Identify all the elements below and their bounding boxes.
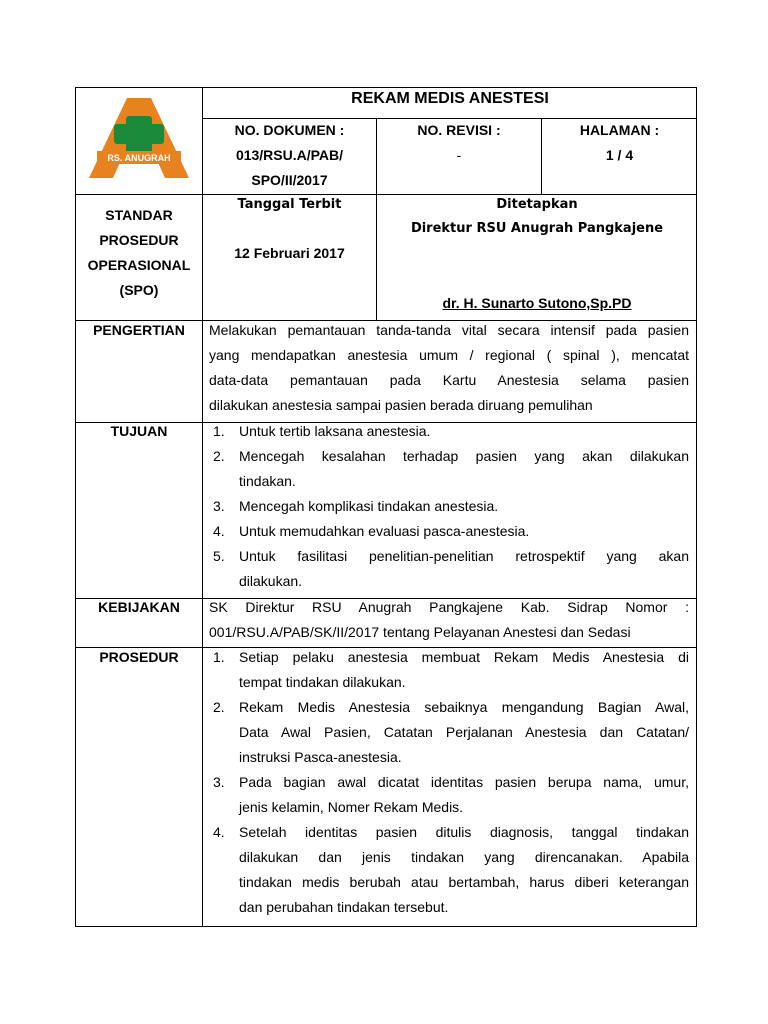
- text-line: data-data pemantauan pada Kartu Anestesia selama pasien: [209, 372, 689, 388]
- signer-name: dr. H. Sunarto Sutono,Sp.PD: [442, 295, 632, 311]
- list-item-number: 5.: [213, 548, 225, 564]
- text-line: Pada bagian awal dicatat identitas pasien berupa nama, umur,: [239, 774, 689, 790]
- text-line: Rekam Medis Anestesia sebaiknya mengandung Bagian Awal,: [239, 699, 689, 715]
- list-item-number: 4.: [213, 523, 225, 539]
- svg-text:RS. ANUGRAH: RS. ANUGRAH: [107, 153, 171, 163]
- text-line: Mencegah kesalahan terhadap pasien yang akan dilakukan: [239, 448, 689, 464]
- list-item-number: 3.: [213, 498, 225, 514]
- text-line: Untuk fasilitasi penelitian-penelitian retrospektif yang akan: [239, 548, 689, 564]
- kebijakan-text: [209, 595, 689, 645]
- no-dokumen-value: SPO/II/2017: [251, 172, 328, 188]
- halaman-value: 1 / 4: [605, 147, 634, 163]
- text-line: Melakukan pemantauan tanda-tanda vital secara intensif pada pasien: [209, 322, 689, 338]
- halaman-label: HALAMAN :: [579, 122, 660, 138]
- text-line: dilakukan dan jenis tindakan yang direncanakan. Apabila: [239, 849, 689, 865]
- text-line: Setelah identitas pasien ditulis diagnosis, tanggal tindakan: [239, 824, 689, 840]
- text-line: tindakan medis berubah atau bertambah, harus diberi keterangan: [239, 874, 689, 890]
- list-item: [239, 544, 689, 594]
- no-dokumen-label: NO. DOKUMEN :: [234, 122, 345, 138]
- text-line: yang mendapatkan anestesia umum / regional ( spinal ), mencatat: [209, 347, 689, 363]
- list-item: [239, 820, 689, 920]
- list-item: [239, 444, 689, 494]
- hospital-logo: [87, 96, 191, 180]
- list-item-number: 2.: [213, 699, 225, 715]
- list-item-number: 1.: [213, 423, 225, 439]
- kebijakan-label: KEBIJAKAN: [98, 599, 180, 615]
- spo-document: [75, 87, 697, 927]
- list-item: [239, 519, 689, 544]
- text-line: Setiap pelaku anestesia membuat Rekam Medis Anestesia di: [239, 649, 689, 665]
- list-item-number: 1.: [213, 649, 225, 665]
- pengertian-label: PENGERTIAN: [93, 322, 185, 338]
- list-item-number: 2.: [213, 448, 225, 464]
- spo-label: OPERASIONAL: [87, 257, 191, 273]
- list-item-number: 4.: [213, 824, 225, 840]
- text-line: 001/RSU.A/PAB/SK/II/2017 tentang Pelayanan Anestesi dan Sedasi: [209, 624, 631, 640]
- list-item: [239, 419, 689, 444]
- spo-label: (SPO): [119, 282, 159, 298]
- page-title: REKAM MEDIS ANESTESI: [351, 90, 549, 107]
- text-line: dan perubahan tindakan tersebut.: [239, 899, 449, 915]
- spo-label: PROSEDUR: [99, 232, 179, 248]
- no-revisi-label: NO. REVISI :: [417, 122, 501, 138]
- list-item: [239, 494, 689, 519]
- text-line: instruksi Pasca-anestesia.: [239, 749, 402, 765]
- list-item: [239, 645, 689, 695]
- prosedur-label: PROSEDUR: [99, 649, 179, 665]
- text-line: Data Awal Pasien, Catatan Perjalanan Anestesia dan Catatan/: [239, 724, 689, 740]
- text-line: Untuk tertib laksana anestesia.: [239, 423, 431, 439]
- pengertian-text: [209, 318, 689, 418]
- text-line: dilakukan anestesia sampai pasien berada diruang pemulihan: [209, 397, 593, 413]
- text-line: jenis kelamin, Nomer Rekam Medis.: [239, 799, 464, 815]
- tanggal-terbit-label: Tanggal Terbit: [237, 197, 342, 212]
- ditetapkan-label: Ditetapkan: [496, 197, 578, 212]
- text-line: tindakan.: [239, 473, 296, 489]
- list-item-number: 3.: [213, 774, 225, 790]
- text-line: SK Direktur RSU Anugrah Pangkajene Kab. Sidrap Nomor :: [209, 599, 689, 615]
- logo-a-icon: [87, 96, 191, 180]
- tujuan-label: TUJUAN: [110, 423, 168, 439]
- list-item: [239, 770, 689, 820]
- text-line: tempat tindakan dilakukan.: [239, 674, 406, 690]
- text-line: dilakukan.: [239, 573, 303, 589]
- list-item: [239, 695, 689, 770]
- no-dokumen-value: 013/RSU.A/PAB/: [235, 147, 344, 163]
- direktur-text: Direktur RSU Anugrah Pangkajene: [410, 221, 664, 236]
- no-revisi-value: -: [456, 147, 462, 163]
- spo-label: STANDAR: [105, 207, 173, 223]
- text-line: Untuk memudahkan evaluasi pasca-anestesia.: [239, 523, 530, 539]
- tanggal-terbit-value: 12 Februari 2017: [234, 245, 345, 261]
- text-line: Mencegah komplikasi tindakan anestesia.: [239, 498, 499, 514]
